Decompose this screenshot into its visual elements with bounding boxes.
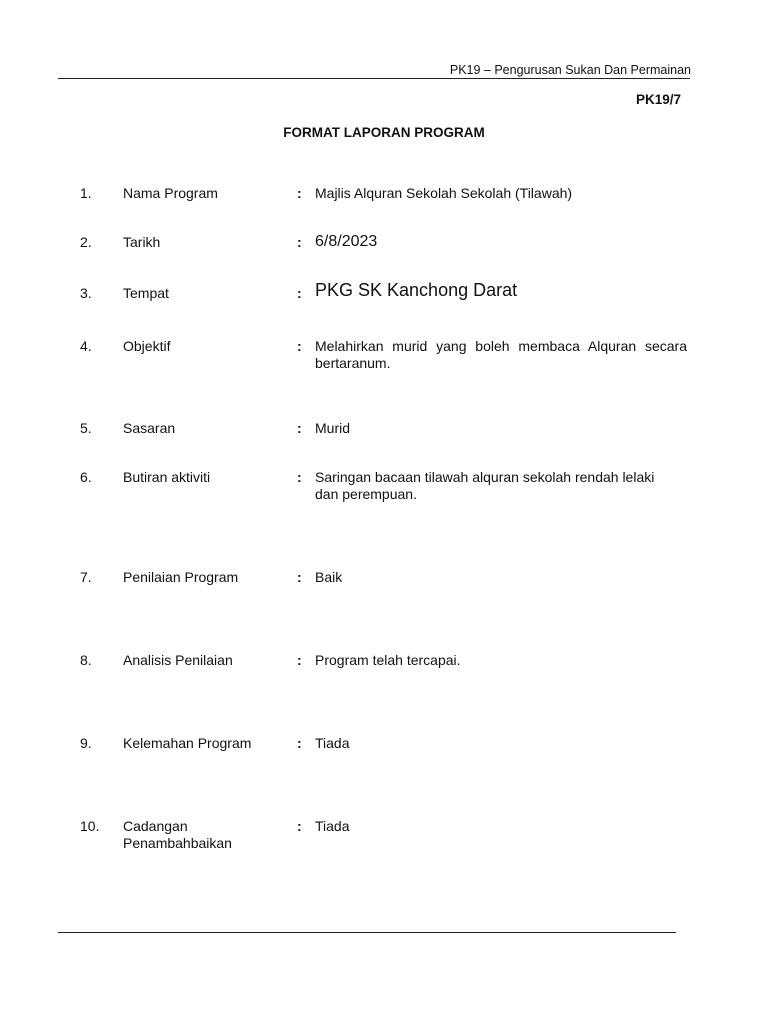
row-value: Tiada (315, 735, 350, 751)
row-colon: : (297, 185, 302, 201)
row-number: 2. (80, 234, 92, 250)
row-colon: : (297, 234, 302, 250)
row-label: Objektif (123, 338, 171, 354)
row-number: 10. (80, 818, 100, 834)
row-label: Analisis Penilaian (123, 652, 233, 668)
row-number: 1. (80, 185, 92, 201)
footer-divider (58, 932, 676, 933)
row-value: Tiada (315, 818, 350, 834)
row-colon: : (297, 420, 302, 436)
row-colon: : (297, 652, 302, 668)
row-colon: : (297, 818, 302, 834)
row-value: 6/8/2023 (315, 233, 378, 250)
row-number: 7. (80, 569, 92, 585)
row-value: Majlis Alquran Sekolah Sekolah (Tilawah) (315, 185, 573, 201)
row-colon: : (297, 735, 302, 751)
page-header: PK19 – Pengurusan Sukan Dan Permainan (449, 63, 691, 77)
row-value: PKG SK Kanchong Darat (315, 280, 518, 300)
row-number: 5. (80, 420, 92, 436)
row-value: Melahirkan murid yang boleh membaca Alquran secara bertaranum. (315, 338, 687, 371)
row-value: Saringan bacaan tilawah alquran sekolah rendah lelaki dan perempuan. (315, 469, 655, 502)
form-code: PK19/7 (635, 92, 681, 107)
row-number: 3. (80, 285, 92, 301)
row-value: Baik (315, 569, 343, 585)
row-colon: : (297, 469, 302, 485)
row-label: Sasaran (123, 420, 176, 436)
row-label: Nama Program (123, 185, 218, 201)
row-colon: : (297, 569, 302, 585)
row-label: Kelemahan Program (123, 735, 252, 751)
row-colon: : (297, 338, 302, 354)
row-value: Murid (315, 420, 351, 436)
row-number: 8. (80, 652, 92, 668)
row-label: Tempat (123, 285, 169, 301)
header-divider (58, 78, 690, 79)
row-value: Program telah tercapai. (315, 652, 461, 668)
row-label: Tarikh (123, 234, 161, 250)
row-number: 9. (80, 735, 92, 751)
row-colon: : (297, 285, 302, 301)
document-title: FORMAT LAPORAN PROGRAM (283, 125, 485, 140)
row-label: Butiran aktiviti (123, 469, 211, 485)
row-number: 4. (80, 338, 92, 354)
row-number: 6. (80, 469, 92, 485)
row-label: Cadangan Penambahbaikan (123, 818, 232, 851)
row-label: Penilaian Program (123, 569, 239, 585)
